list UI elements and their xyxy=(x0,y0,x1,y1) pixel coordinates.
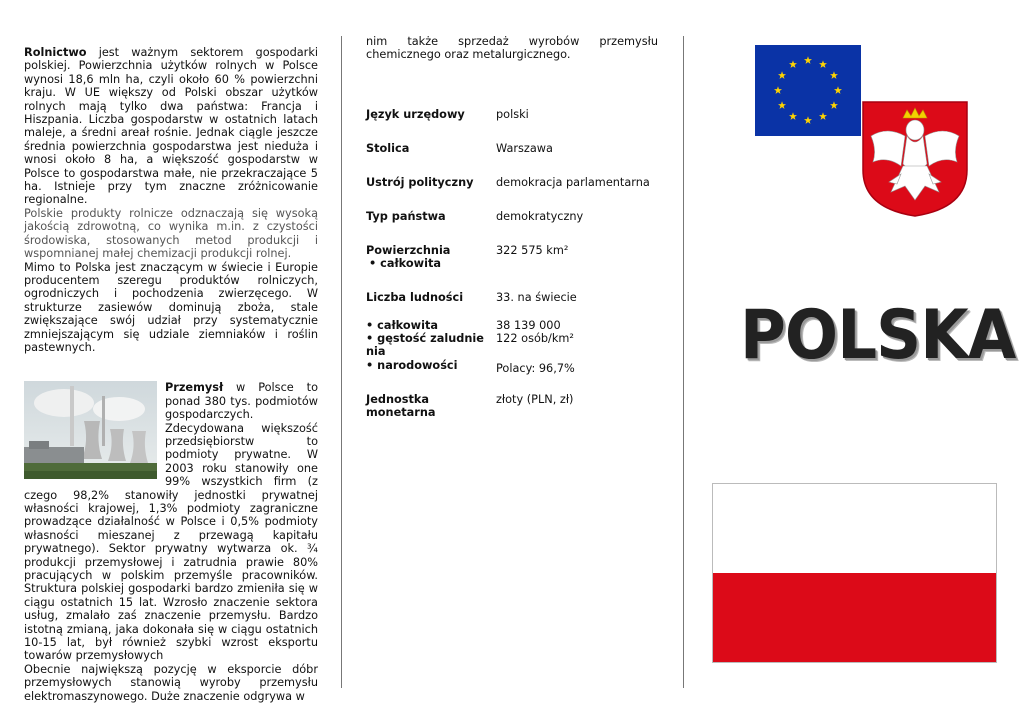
industry-paragraph: Przemysł w Polsce to ponad 380 tys. podmiotów gospodarczych. Zdecydowana większość przedsiębiorstw to podmioty prywatne. W 2003 roku stanowiły one 99% wszystkich firm (z czego 98,2% stanowiły jednostki prywatnej własności krajowej, 1,3% podmioty zagraniczne prowadzące działalność w Polsce i 0,5% podmioty własności mieszanej z przewagą kapitału prywatnego). Sektor prywatny wytwarza ok. ¾ produkcji przemysłowej i zatrudnia prawie 80% pracujących w polskim przemyśle pracowników. Struktura polskiej gospodarki bardzo zmieniła się w ciągu ostatnich 15 lat. Wzrosło znaczenie sektora usług, zmalało zaś znaczenie przemysłu. Bardzo istotną zmianą, jaka dokonała się w ciągu ostatnich 10-15 lat, był również szybki wzrost eksportu towarów przemysłowych xyxy=(24,381,318,663)
country-title: POLSKA xyxy=(740,296,1016,375)
continued-text: nim także sprzedaż wyrobów przemysłu chemicznego oraz metalurgicznego. xyxy=(366,35,658,62)
eu-flag xyxy=(755,45,861,136)
column-divider-right xyxy=(683,36,684,688)
poland-flag xyxy=(712,483,997,663)
industry-export-paragraph: Obecnie największą pozycję w eksporcie dóbr przemysłowych stanowią wyroby przemysłu elektromaszynowego. Duże znaczenie odgrywa w xyxy=(24,662,318,703)
agriculture-production-paragraph: Mimo to Polska jest znaczącym w świecie i Europie producentem szeregu produktów rolniczych, ogrodniczych i pochodzenia zwierzęcego. W strukturze zasiewów dominują zboża, stale zwiększające swój udział przy systematycznie zmniejszającym się udziale ziemniaków i roślin pastewnych. xyxy=(24,260,318,354)
agriculture-quality-paragraph: Polskie produkty rolnicze odznaczają się wysoką jakością zdrowotną, co wynika m.in. z czystości środowiska, stosowanych metod produkcji i wspomnianej małej chemizacji produkcji rolnej. xyxy=(24,206,318,261)
agriculture-heading: Rolnictwo xyxy=(24,46,87,59)
column-economy xyxy=(24,46,318,703)
flag-white-stripe xyxy=(713,484,996,573)
column-divider-left xyxy=(341,36,342,688)
power-plant-photo xyxy=(24,381,157,479)
white-eagle-emblem xyxy=(861,100,969,218)
industry-heading: Przemysł xyxy=(165,381,224,395)
flag-red-stripe xyxy=(713,573,996,662)
agriculture-paragraph: Rolnictwo jest ważnym sektorem gospodarki polskiej. Powierzchnia użytków rolnych w Polsce wynosi 18,6 mln ha, czyli około 60 % powierzchni kraju. W UE większy od Polski obszar użytków rolnych mają tylko dwa państwa: Francja i Hiszpania. Liczba gospodarstw w ostatnich latach maleje, a średni areał rośnie. Jednak ciągle jeszcze średnia powierzchnia gospodarstwa jest nieduża i wnosi około 8 ha, a większość gospodarstw w Polsce to gospodarstwa małe, nie przekraczające 5 ha. Istnieje przy tym znaczne zróżnicowanie regionalne. xyxy=(24,46,318,207)
